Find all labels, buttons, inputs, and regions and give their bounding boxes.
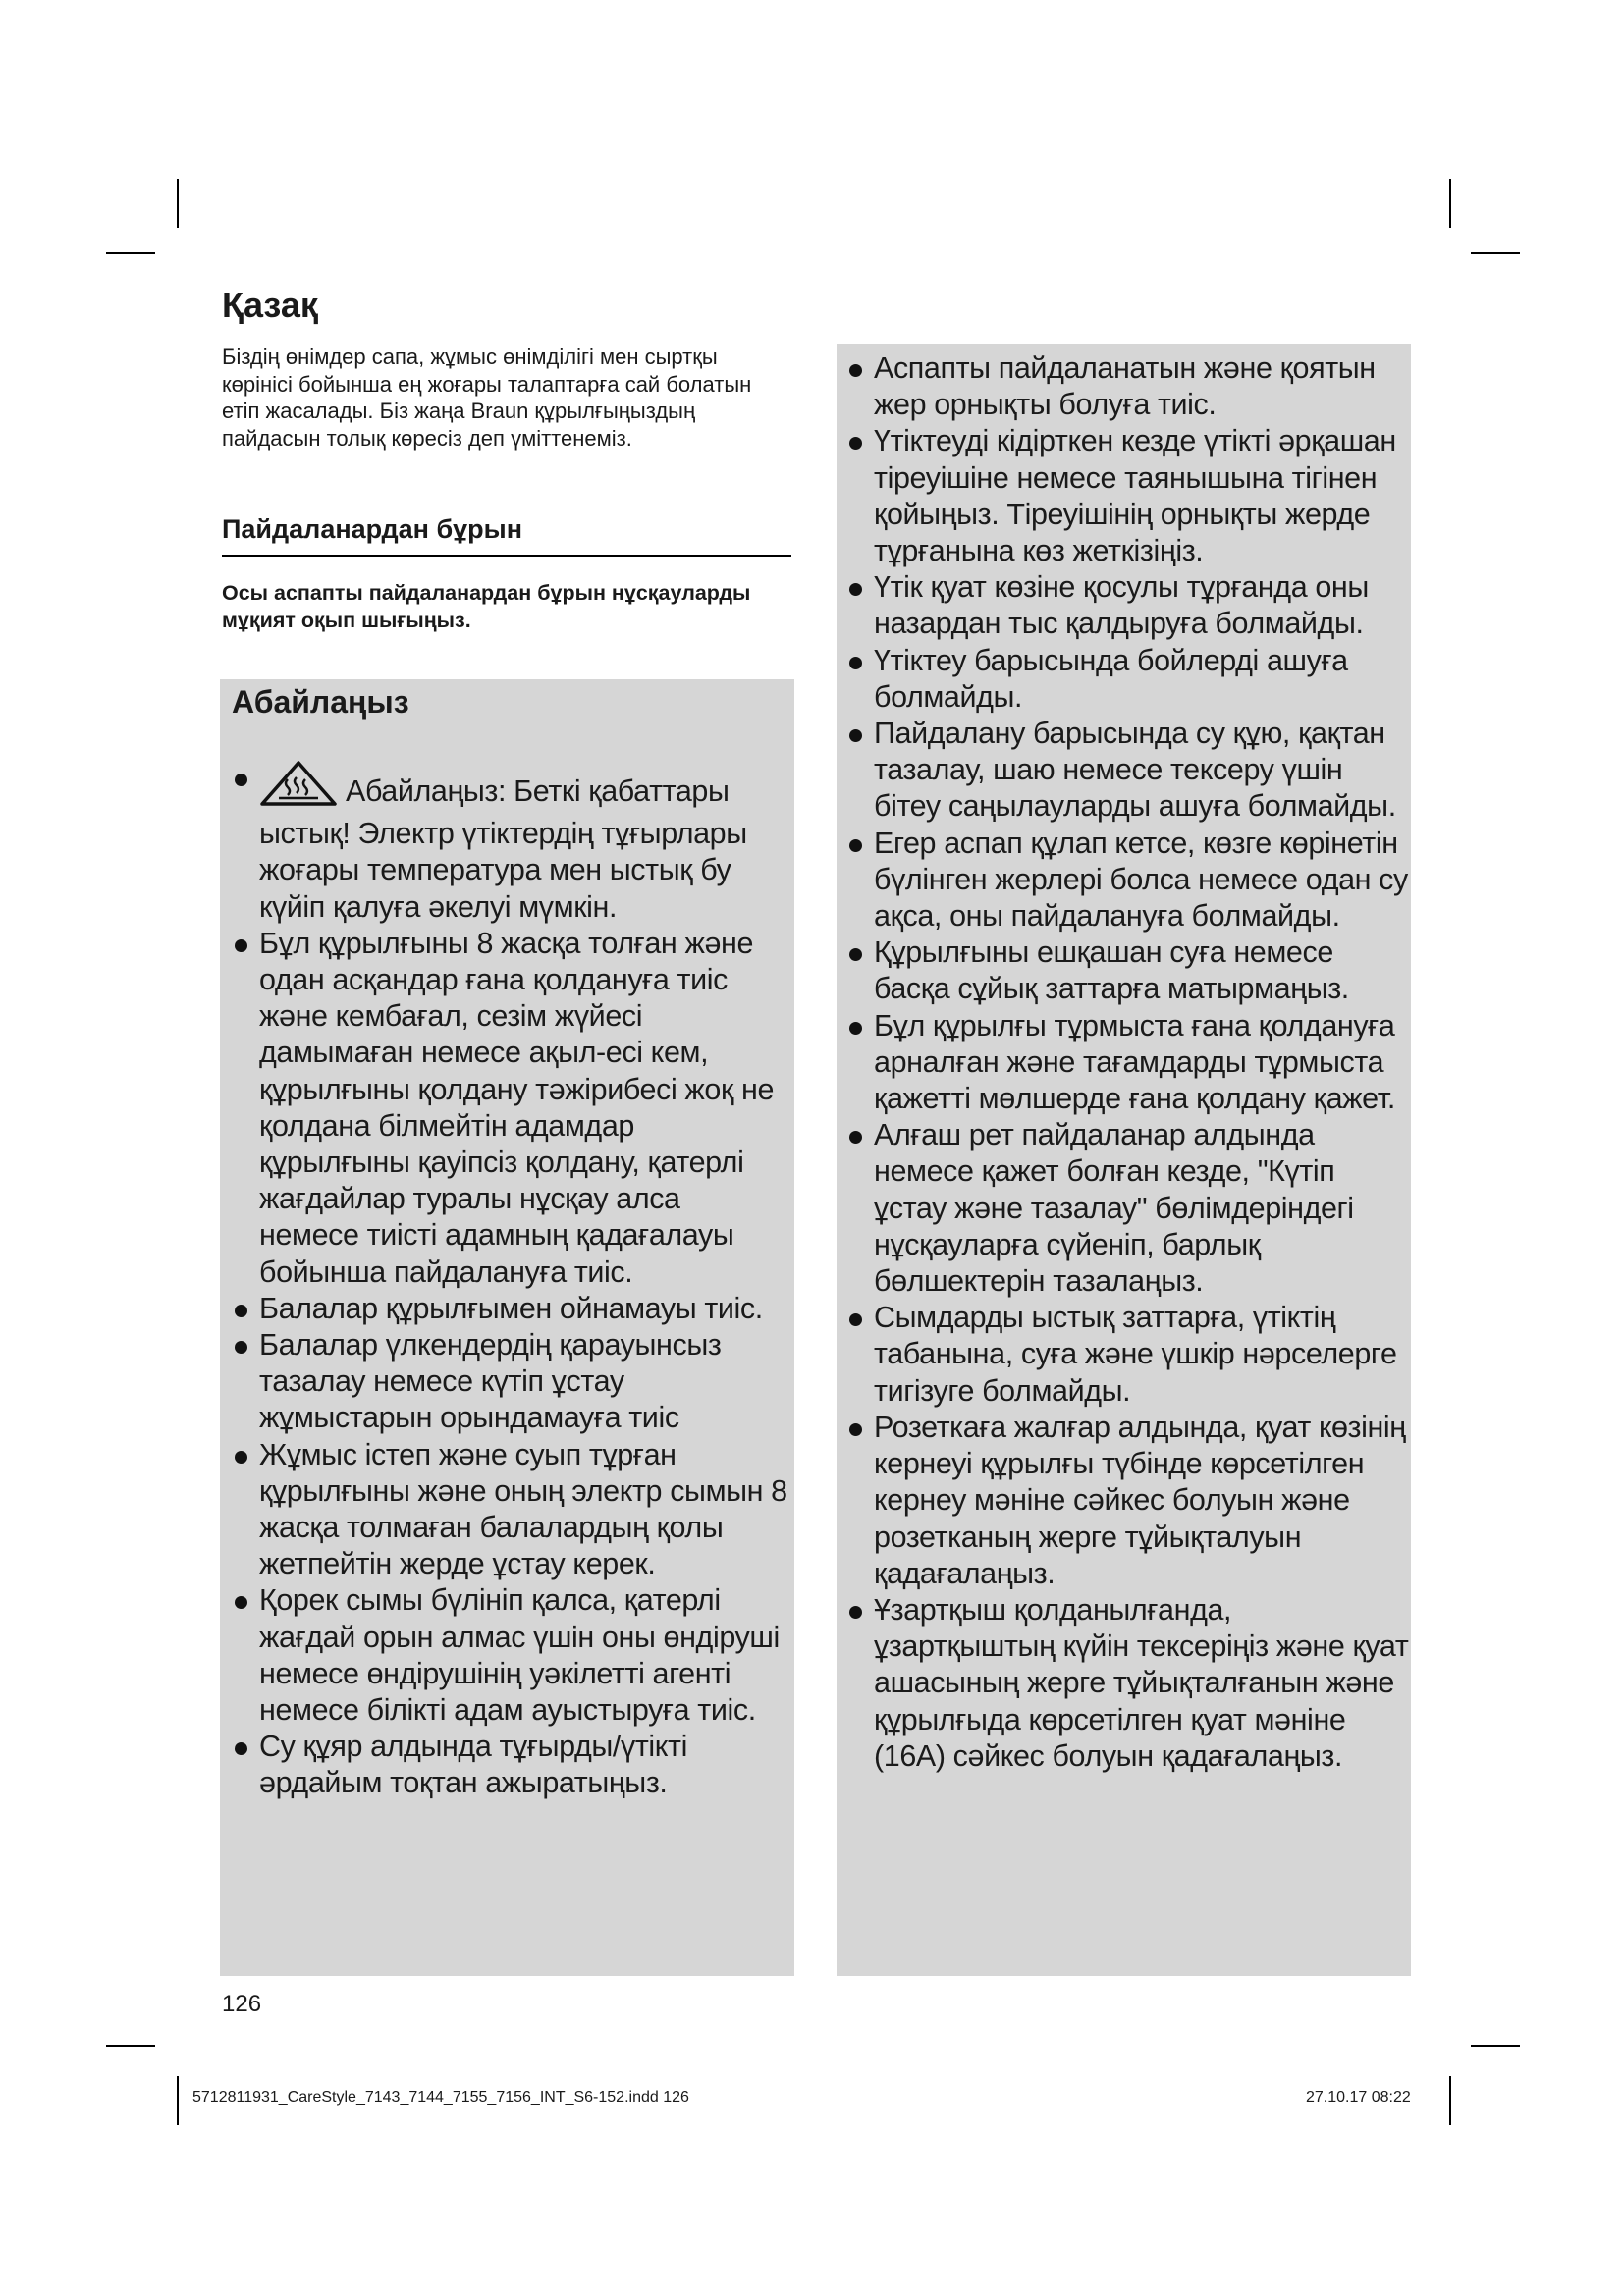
list-item: Алғаш рет пайдаланар алдында немесе қажет болған кезде, "Күтіп ұстау және тазалау" бөлімдеріндегі нұсқауларға сүйеніп, барлық бөлшектерін тазалаңыз.	[846, 1117, 1410, 1300]
instruction-text: Осы аспапты пайдаланардан бұрын нұсқауларды мұқият оқып шығыңыз.	[222, 581, 751, 632]
page-number: 126	[222, 1991, 262, 2017]
page-heading: Қазақ	[222, 285, 318, 325]
crop-mark	[1471, 252, 1520, 254]
safety-list	[846, 350, 1410, 1775]
list-item: Сымдарды ыстық заттарға, үтіктің табанына, суға және үшкір нәрселерге тигізуге болмайды.	[846, 1300, 1410, 1410]
list-item-text: Абайлаңыз: Беткі қабаттары ыстық! Электр үтіктердің тұғырлары жоғары температура мен ыстық бу күйіп қалуға әкелуі мүмкін.	[259, 774, 747, 924]
list-item: Пайдалану барысында су құю, қақтан тазалау, шаю немесе тексеру үшін бітеу саңылауларды ашуға болмайды.	[846, 716, 1410, 826]
list-item: Ұзартқыш қолданылғанда, ұзартқыштың күйін тексеріңіз және қуат ашасының жерге тұйықталғанын және құрылғыда көрсетілген қуат мәніне (16A) сәйкес болуын қадағалаңыз.	[846, 1592, 1410, 1775]
list-item: Егер аспап құлап кетсе, көзге көрінетін бүлінген жерлері болса немесе одан су ақса, оны пайдалануға болмайды.	[846, 826, 1410, 935]
list-item	[232, 760, 787, 926]
section-divider	[222, 555, 791, 557]
warning-list	[232, 760, 787, 1802]
list-item: Розеткаға жалғар алдында, қуат көзінің кернеуі құрылғы түбінде көрсетілген кернеу мәніне сәйкес болуын және розетканың жерге тұйықталуын қадағалаңыз.	[846, 1410, 1410, 1592]
footer-date: 27.10.17 08:22	[1306, 2089, 1411, 2106]
crop-mark	[1449, 2076, 1451, 2125]
list-item: Үтіктеуді кідірткен кезде үтікті әрқашан тіреуішіне немесе таянышына тігінен қойыңыз. Тіреуішінің орнықты жерде тұрғанына көз жеткізіңіз.	[846, 423, 1410, 569]
crop-mark	[1471, 2045, 1520, 2047]
section-title: Пайдаланардан бұрын	[222, 514, 523, 544]
list-item: Қорек сымы бүлініп қалса, қатерлі жағдай орын алмас үшін оны өндіруші немесе өндірушінің уәкілетті агенті немесе білікті адам ауыстыруға тиіс.	[232, 1582, 787, 1729]
crop-mark	[1449, 179, 1451, 228]
warning-title: Абайлаңыз	[232, 684, 409, 720]
crop-mark	[106, 2045, 155, 2047]
hot-surface-warning-icon	[259, 760, 338, 816]
list-item: Балалар үлкендердің қарауынсыз тазалау немесе күтіп ұстау жұмыстарын орындамауға тиіс	[232, 1327, 787, 1437]
list-item: Жұмыс істеп және суып тұрған құрылғыны және оның электр сымын 8 жасқа толмаған балалардың қолы жетпейтін жерде ұстау керек.	[232, 1437, 787, 1583]
crop-mark	[106, 252, 155, 254]
list-item: Үтіктеу барысында бойлерді ашуға болмайды.	[846, 643, 1410, 716]
list-item: Үтік қуат көзіне қосулы тұрғанда оны назардан тыс қалдыруға болмайды.	[846, 569, 1410, 642]
list-item: Су құяр алдында тұғырды/үтікті әрдайым тоқтан ажыратыңыз.	[232, 1729, 787, 1801]
intro-paragraph: Біздің өнімдер сапа, жұмыс өнімділігі мен сыртқы көрінісі бойынша ең жоғары талаптарға сай болатын етіп жасалады. Біз жаңа Braun құрылғыңыздың пайдасын толық көресіз деп үміттенеміз.	[222, 345, 752, 451]
list-item: Аспапты пайдаланатын және қоятын жер орнықты болуға тиіс.	[846, 350, 1410, 423]
list-item: Бұл құрылғы тұрмыста ғана қолдануға арналған және тағамдарды тұрмыста қажетті мөлшерде ғана қолдану қажет.	[846, 1008, 1410, 1118]
crop-mark	[177, 2076, 179, 2125]
footer-file-info: 5712811931_CareStyle_7143_7144_7155_7156_INT_S6-152.indd 126	[192, 2089, 689, 2106]
list-item: Құрылғыны ешқашан суға немесе басқа сұйық заттарға матырмаңыз.	[846, 934, 1410, 1007]
crop-mark	[177, 179, 179, 228]
list-item: Бұл құрылғыны 8 жасқа толған және одан асқандар ғана қолдануға тиіс және кембағал, сезім жүйесі дамымаған немесе ақыл-есі кем, құрылғыны қолдану тәжірибесі жоқ не қолдана білмейтін адамдар құрылғыны қауіпсіз қолдану, қатерлі жағдайлар туралы нұсқау алса немесе тиісті адамның қадағалауы бойынша пайдалануға тиіс.	[232, 926, 787, 1291]
list-item: Балалар құрылғымен ойнамауы тиіс.	[232, 1291, 787, 1327]
